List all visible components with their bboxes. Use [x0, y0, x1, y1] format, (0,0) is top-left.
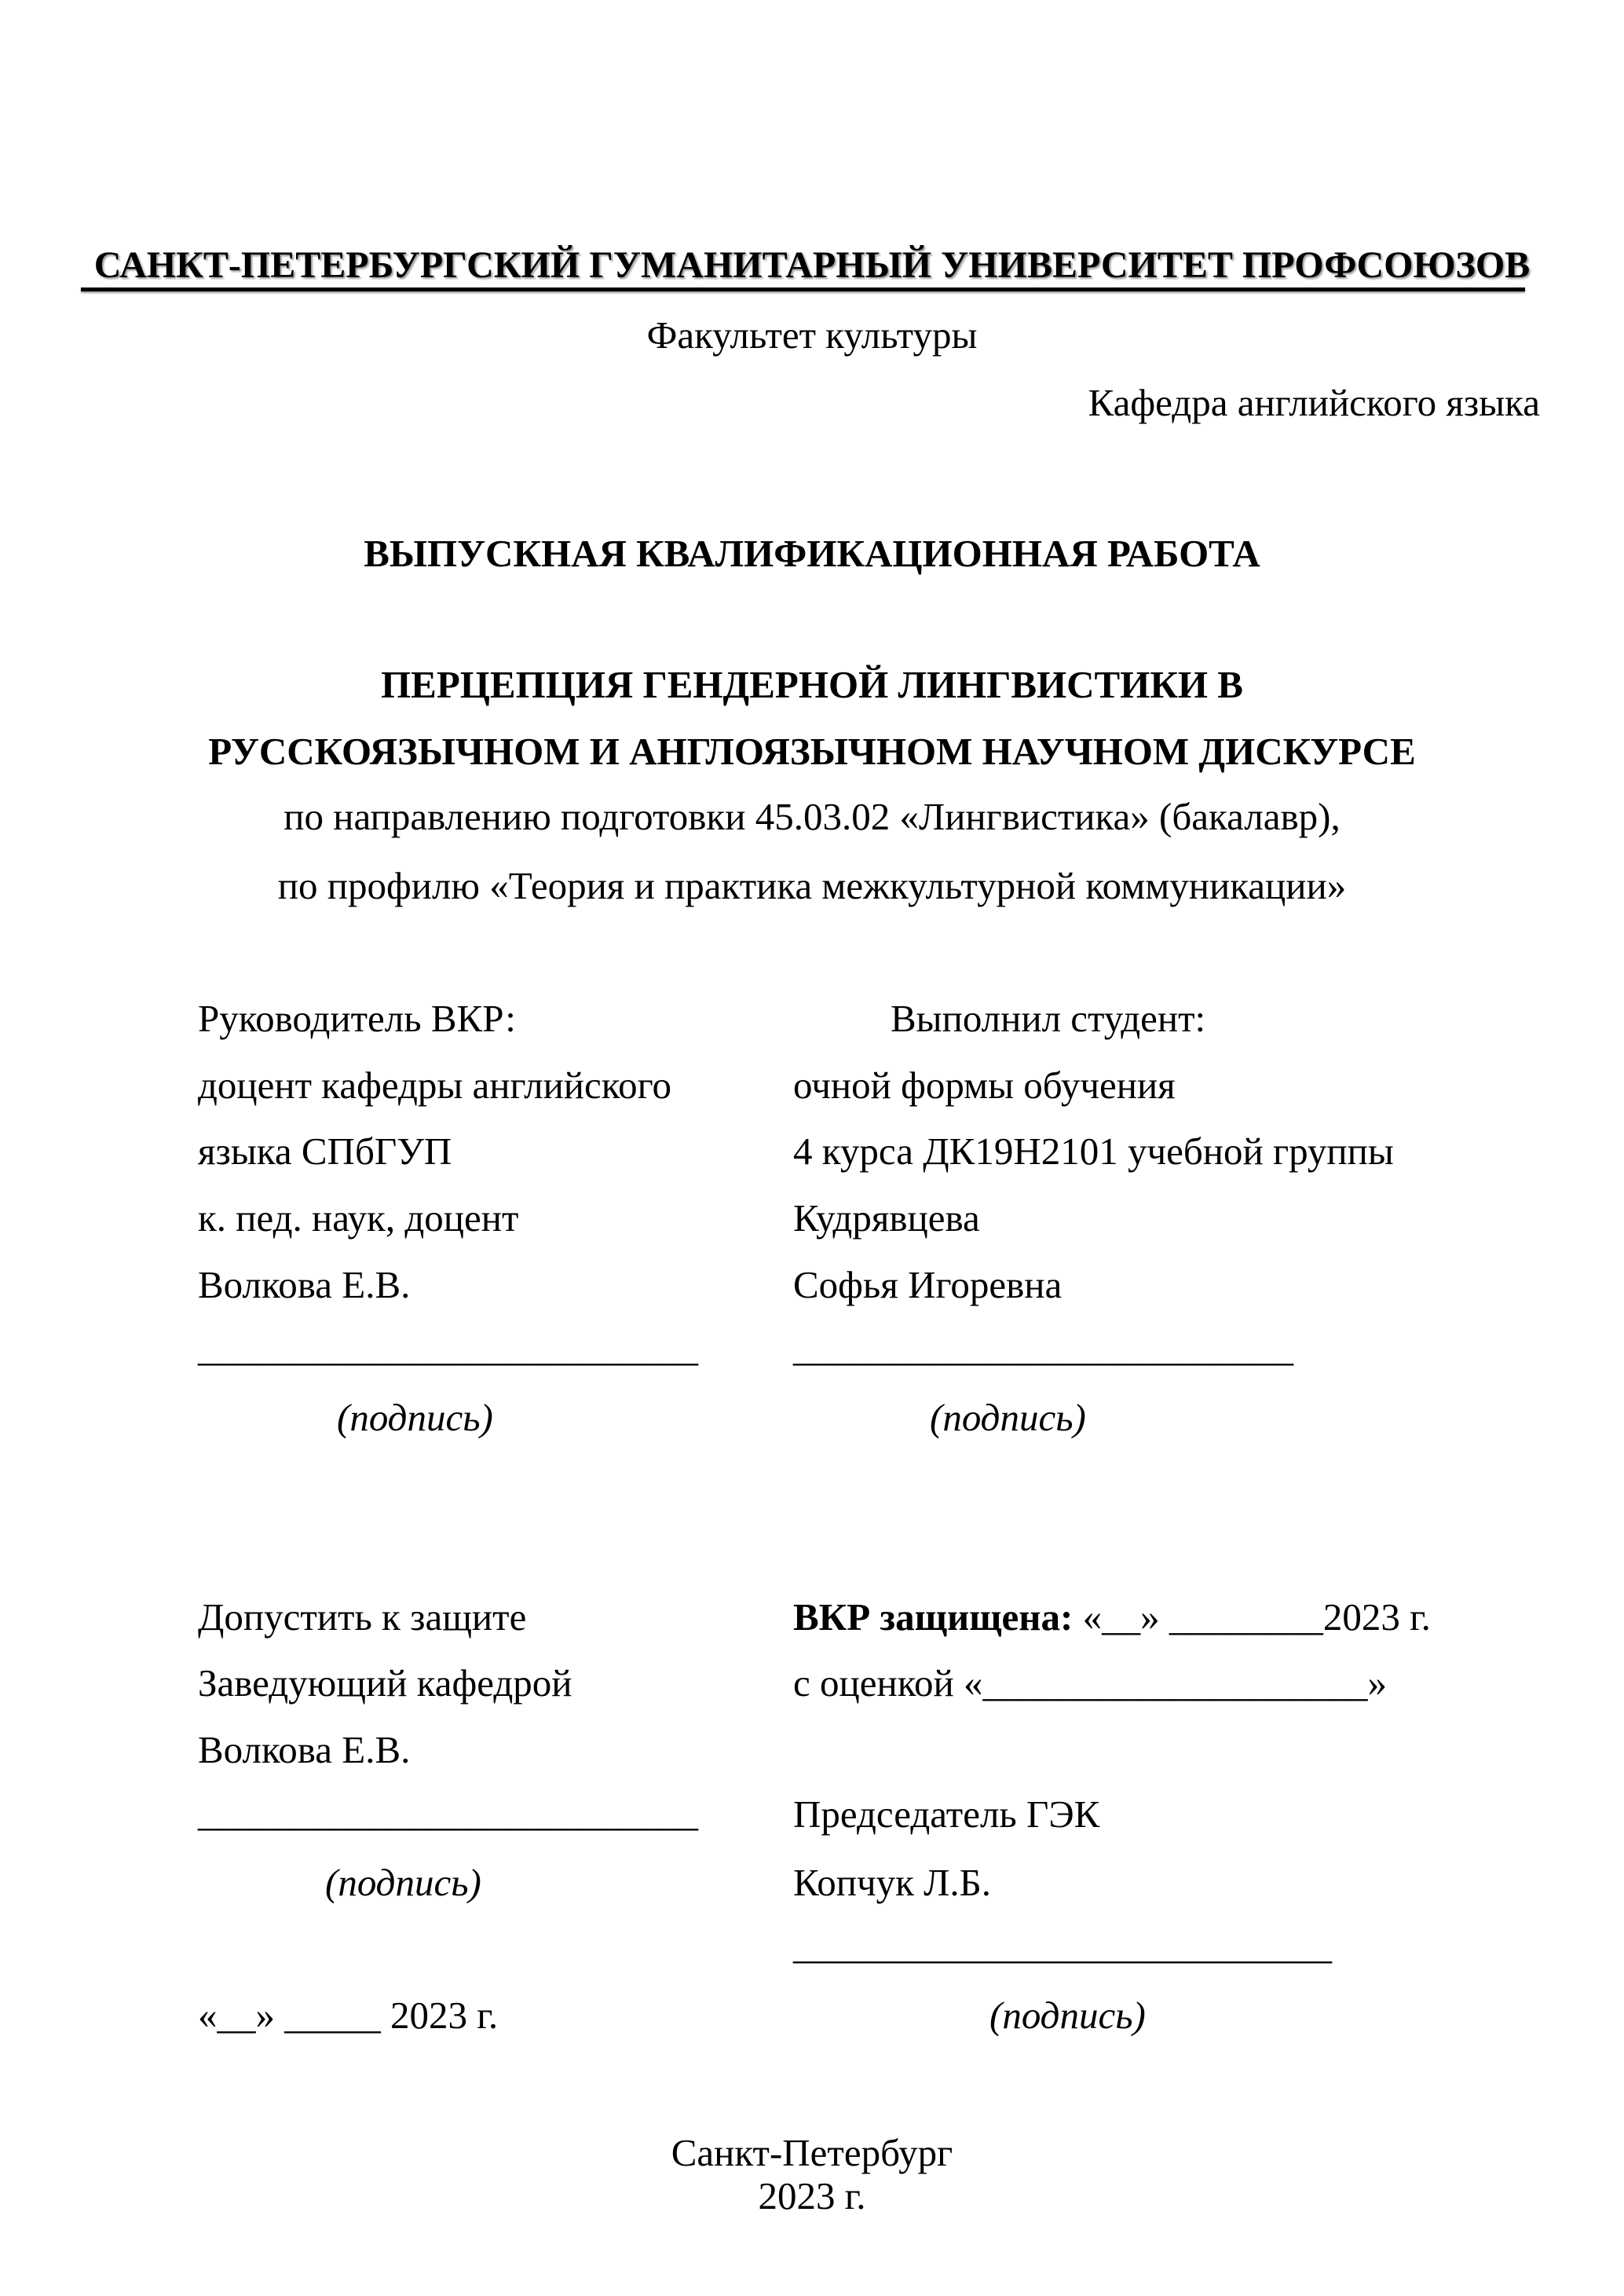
student-label: Выполнил студент:	[891, 997, 1206, 1040]
student-line: Кудрявцева	[793, 1196, 980, 1240]
admission-signature-line: __________________________	[198, 1791, 698, 1834]
admission-signature-caption: (подпись)	[325, 1861, 481, 1904]
supervisor-signature-caption: (подпись)	[337, 1396, 493, 1439]
supervisor-label: Руководитель ВКР:	[198, 997, 516, 1040]
defense-grade: с оценкой «____________________»	[793, 1661, 1387, 1705]
work-type: ВЫПУСКНАЯ КВАЛИФИКАЦИОННАЯ РАБОТА	[364, 532, 1260, 575]
chair-role: Председатель ГЭК	[793, 1792, 1100, 1836]
department-name: Кафедра английского языка	[1088, 381, 1540, 424]
supervisor-signature-line: __________________________	[198, 1326, 698, 1369]
profile: по профилю «Теория и практика межкультурной коммуникации»	[277, 864, 1347, 907]
supervisor-line: языка СПбГУП	[198, 1130, 452, 1173]
direction: по направлению подготовки 45.03.02 «Лингвистика» (бакалавр),	[283, 795, 1341, 838]
city: Санкт-Петербург	[671, 2131, 953, 2174]
year: 2023 г.	[758, 2174, 866, 2217]
defense-status	[793, 1594, 1431, 1641]
student-signature-caption: (подпись)	[930, 1396, 1086, 1439]
header-underline	[81, 287, 1525, 291]
defense-date: «__» ________2023 г.	[1073, 1595, 1431, 1639]
student-name: Софья Игоревна	[793, 1263, 1063, 1306]
chair-signature-line: ____________________________	[793, 1924, 1332, 1967]
defense-label: ВКР защищена:	[793, 1595, 1074, 1639]
admission-label: Допустить к защите	[198, 1595, 527, 1639]
admission-name: Волкова Е.В.	[198, 1728, 411, 1771]
student-line: 4 курса ДК19Н2101 учебной группы	[793, 1130, 1394, 1173]
university-name: САНКТ-ПЕТЕРБУРГСКИЙ ГУМАНИТАРНЫЙ УНИВЕРСИТЕТ ПРОФСОЮЗОВ	[93, 244, 1531, 286]
supervisor-line: доцент кафедры английского	[198, 1064, 671, 1107]
supervisor-line: к. пед. наук, доцент	[198, 1196, 519, 1240]
chair-signature-caption: (подпись)	[989, 1994, 1146, 2037]
chair-name: Копчук Л.Б.	[793, 1861, 992, 1904]
title-line-1: ПЕРЦЕПЦИЯ ГЕНДЕРНОЙ ЛИНГВИСТИКИ В	[381, 663, 1243, 706]
supervisor-name: Волкова Е.В.	[198, 1263, 411, 1306]
student-line: очной формы обучения	[793, 1064, 1176, 1107]
faculty-name: Факультет культуры	[646, 313, 978, 357]
title-line-2: РУССКОЯЗЫЧНОМ И АНГЛОЯЗЫЧНОМ НАУЧНОМ ДИСКУРСЕ	[208, 730, 1416, 773]
student-signature-line: __________________________	[793, 1326, 1293, 1369]
admission-role: Заведующий кафедрой	[198, 1661, 572, 1705]
admission-date: «__» _____ 2023 г.	[198, 1994, 499, 2037]
